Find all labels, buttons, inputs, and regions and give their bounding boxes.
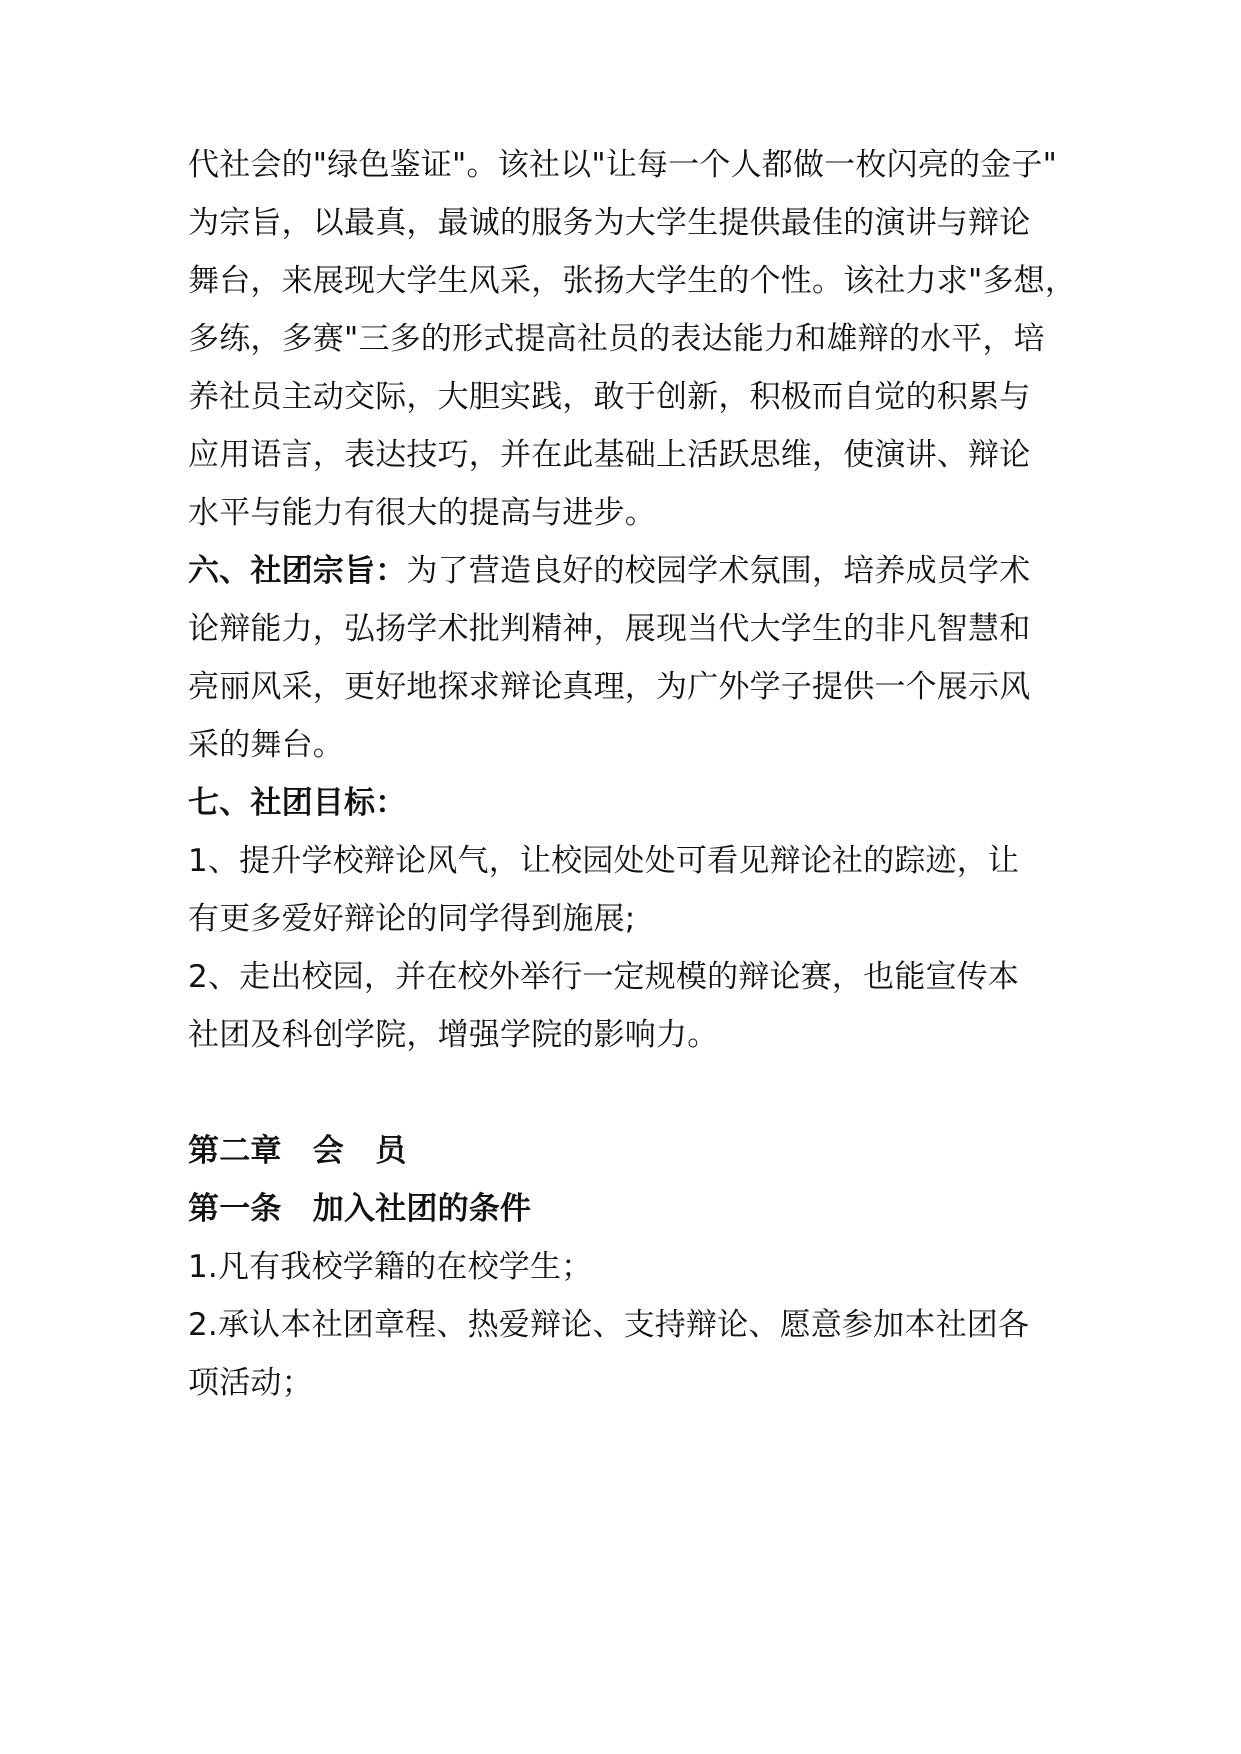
paragraph-line-2 <box>188 203 1030 243</box>
paragraph-line-7 <box>188 493 656 533</box>
line-text: 论辩能力，弘扬学术批判精神，展现当代大学生的非凡智慧和 <box>188 611 1031 647</box>
line-text: 有更多爱好辩论的同学得到施展; <box>188 901 636 937</box>
line-text: 项活动； <box>188 1365 313 1401</box>
section-heading: 七、社团目标： <box>188 785 407 821</box>
paragraph-line-9 <box>188 609 1030 649</box>
line-text: 1、提升学校辩论风气，让校园处处可看见辩论社的踪迹，让 <box>188 843 1020 879</box>
chapter-title: 第二章 会 员 <box>188 1133 407 1169</box>
section-six-line <box>188 551 1030 591</box>
line-text: 养社员主动交际，大胆实践，敢于创新，积极而自觉的积累与 <box>188 379 1031 415</box>
article-title: 第一条 加入社团的条件 <box>188 1191 532 1227</box>
line-text: 社团及科创学院，增强学院的影响力。 <box>188 1017 719 1053</box>
paragraph-line-10 <box>188 667 1030 707</box>
section-seven-line <box>188 783 406 823</box>
paragraph-line-5 <box>188 377 1030 417</box>
line-text: 2、走出校园，并在校外举行一定规模的辩论赛，也能宣传本 <box>188 959 1020 995</box>
condition-item-2 <box>188 1305 1029 1345</box>
paragraph-line-3 <box>188 261 1076 301</box>
article-heading <box>188 1189 531 1229</box>
line-text: 代社会的"绿色鉴证"。该社以"让每一个人都做一枚闪亮的金子" <box>188 147 1058 183</box>
line-text: 2.承认本社团章程、热爱辩论、支持辩论、愿意参加本社团各 <box>188 1307 1030 1343</box>
paragraph-line-1 <box>188 145 1057 185</box>
paragraph-line-4 <box>188 319 1045 359</box>
paragraph-line-11 <box>188 725 344 765</box>
list-item-2-cont <box>188 1015 718 1055</box>
paragraph-line-6 <box>188 435 1030 475</box>
section-heading: 六、社团宗旨： <box>188 553 407 589</box>
line-text: 亮丽风采，更好地探求辩论真理，为广外学子提供一个展示风 <box>188 669 1031 705</box>
list-item-1 <box>188 841 1019 881</box>
line-text: 多练，多赛"三多的形式提高社员的表达能力和雄辩的水平，培 <box>188 321 1045 357</box>
line-text: 为宗旨，以最真，最诚的服务为大学生提供最佳的演讲与辩论 <box>188 205 1031 241</box>
chapter-heading <box>188 1131 406 1171</box>
list-item-2 <box>188 957 1019 997</box>
condition-item-1 <box>188 1247 592 1287</box>
line-text: 水平与能力有很大的提高与进步。 <box>188 495 656 531</box>
line-text: 舞台，来展现大学生风采，张扬大学生的个性。该社力求"多想， <box>188 263 1077 299</box>
list-item-1-cont <box>188 899 635 939</box>
line-text: 为了营造良好的校园学术氛围，培养成员学术 <box>406 553 1031 589</box>
line-text: 应用语言，表达技巧，并在此基础上活跃思维，使演讲、辩论 <box>188 437 1031 473</box>
line-text: 采的舞台。 <box>188 727 344 763</box>
line-text: 1.凡有我校学籍的在校学生； <box>188 1249 593 1285</box>
condition-item-2-cont <box>188 1363 313 1403</box>
